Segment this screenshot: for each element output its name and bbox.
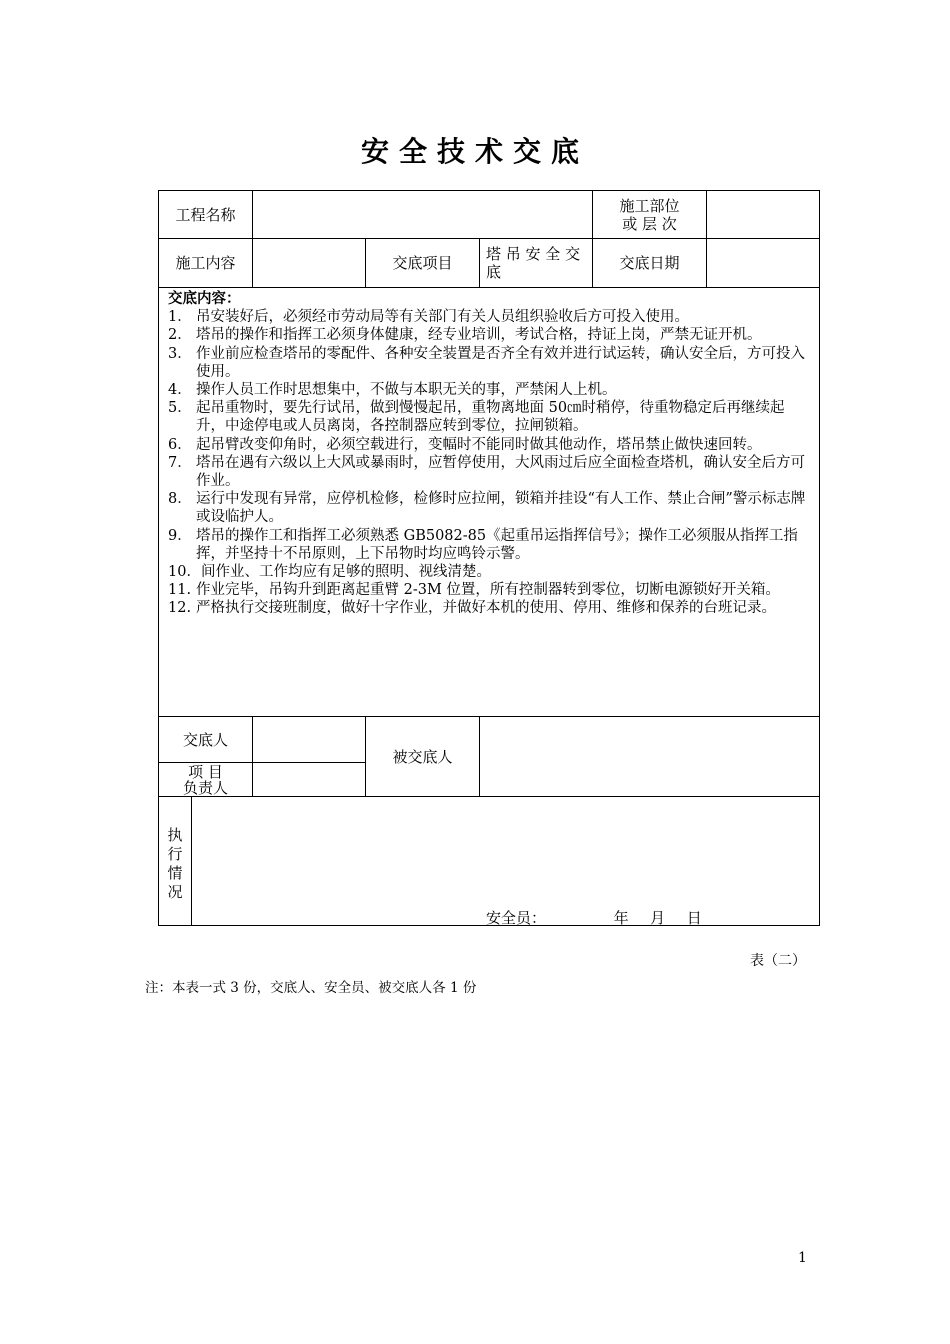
item-text: 起吊臂改变仰角时，必须空载进行，变幅时不能同时做其他动作，塔吊禁止做快速回转。 xyxy=(196,436,762,453)
list-item xyxy=(168,454,813,490)
item-number: 8． xyxy=(168,491,192,508)
disclosure-content xyxy=(168,290,813,618)
item-text: 作业前应检查塔吊的零配件、各种安全装置是否齐全有效并进行试运转，确认安全后，方可投入使用。 xyxy=(196,345,805,380)
project-name-label: 工程名称 xyxy=(175,205,236,224)
year-label: 年 xyxy=(613,909,629,927)
list-item xyxy=(168,490,813,526)
item-number: 7． xyxy=(168,454,192,471)
manager-label-line2: 负责人 xyxy=(182,778,228,797)
list-item xyxy=(168,308,813,326)
list-item xyxy=(168,527,813,563)
manager-label-line1: 项 目 xyxy=(188,762,223,781)
item-text: 塔吊的操作和指挥工必须身体健康，经专业培训，考试合格，持证上岗，严禁无证开机。 xyxy=(196,327,762,344)
item-number: 5． xyxy=(168,400,192,417)
list-item xyxy=(168,436,813,454)
manager-value xyxy=(253,763,365,796)
receiver-value xyxy=(480,717,819,796)
discloser-value xyxy=(253,717,365,762)
item-text: 吊安装好后，必须经市劳动局等有关部门有关人员组织验收后方可投入使用。 xyxy=(196,309,689,326)
page-title: 安全技术交底 xyxy=(360,135,589,168)
item-number: 12. xyxy=(168,600,192,617)
date-value xyxy=(707,239,819,287)
list-item xyxy=(168,381,813,399)
item-text: 起吊重物时，要先行试吊，做到慢慢起吊，重物离地面 50㎝时稍停，待重物稳定后再继续起升，中途停电或人员离岗，各控制器应转到零位，拉闸锁箱。 xyxy=(196,400,785,435)
col-divider-e xyxy=(479,238,480,288)
table-border-left xyxy=(158,190,159,926)
content-value xyxy=(253,239,365,287)
item-number: 2． xyxy=(168,327,192,344)
col-divider-i xyxy=(191,796,192,926)
list-item xyxy=(168,563,813,581)
list-item xyxy=(168,399,813,435)
safety-officer-signoff xyxy=(486,907,702,928)
item-number: 6． xyxy=(168,436,192,453)
location-label-line1: 施工部位 xyxy=(619,196,680,215)
receiver-label: 被交底人 xyxy=(392,747,453,766)
location-label xyxy=(593,191,706,238)
item-text: 塔吊在遇有六级以上大风或暴雨时，应暂停使用，大风雨过后应全面检查塔机，确认安全后方可作业。 xyxy=(196,454,805,490)
item-text: 间作业、工作均应有足够的照明、视线清楚。 xyxy=(200,564,491,581)
month-label: 月 xyxy=(650,909,666,927)
list-item xyxy=(168,581,813,599)
row-divider-4 xyxy=(158,796,820,797)
location-label-line2: 或 层 次 xyxy=(622,214,677,233)
execution-label-text: 执行情况 xyxy=(167,826,183,901)
item-number: 11. xyxy=(168,582,192,599)
execution-label xyxy=(160,826,190,902)
item-text: 塔吊的操作工和指挥工必须熟悉 GB5082-85《起重吊运指挥信号》；操作工必须服从指挥工指挥，并坚持十不吊原则，上下吊物时均应鸣铃示警。 xyxy=(196,527,798,562)
item-label: 交底项目 xyxy=(392,254,453,272)
day-label: 日 xyxy=(686,909,702,927)
manager-label xyxy=(159,763,252,796)
row-divider-2 xyxy=(158,287,820,288)
page-number: 1 xyxy=(798,1250,807,1266)
item-text: 操作人员工作时思想集中，不做与本职无关的事，严禁闲人上机。 xyxy=(196,382,617,399)
item-number: 9． xyxy=(168,527,192,544)
item-number: 4． xyxy=(168,382,192,399)
list-item xyxy=(168,599,813,617)
item-text: 严格执行交接班制度，做好十字作业，并做好本机的使用、停用、维修和保养的台班记录。 xyxy=(196,600,776,617)
list-item xyxy=(168,345,813,381)
item-text: 作业完毕，吊钩升到距离起重臂 2-3M 位置，所有控制器转到零位，切断电源锁好开关箱。 xyxy=(196,582,780,599)
content-label: 施工内容 xyxy=(175,254,236,272)
disclosure-heading: 交底内容： xyxy=(168,291,241,307)
item-value: 塔 吊 安 全 交 底 xyxy=(486,245,581,281)
project-name-value xyxy=(253,191,592,238)
form-number: 表（二） xyxy=(750,953,806,969)
date-label: 交底日期 xyxy=(619,254,680,272)
footnote: 注：本表一式 3 份，交底人、安全员、被交底人各 1 份 xyxy=(145,980,477,996)
table-border-right xyxy=(819,190,820,926)
item-number: 10． xyxy=(168,564,201,581)
item-number: 1． xyxy=(168,309,192,326)
item-number: 3． xyxy=(168,345,192,362)
safety-officer-label: 安全员： xyxy=(486,909,547,927)
item-text: 运行中发现有异常，应停机检修，检修时应拉闸，锁箱并挂设“有人工作、禁止合闸”警示标志牌或设临护人。 xyxy=(196,491,806,526)
location-value xyxy=(707,191,819,238)
list-item xyxy=(168,326,813,344)
discloser-label: 交底人 xyxy=(182,730,228,749)
